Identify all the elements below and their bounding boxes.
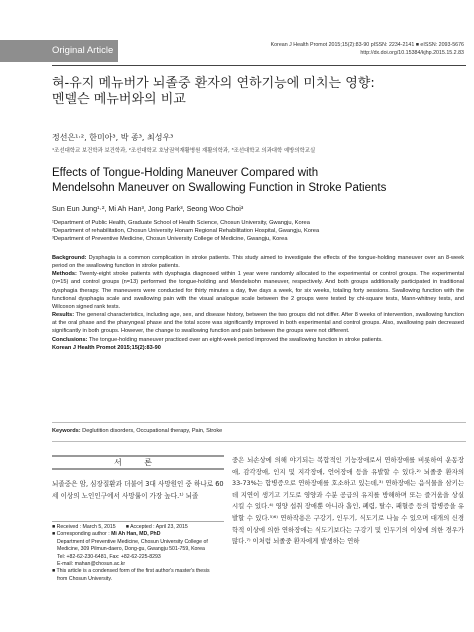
results-label: Results: <box>52 312 75 319</box>
abstract-methods <box>52 270 464 311</box>
keywords-text: Deglutition disorders, Occupational therapy, Pain, Stroke <box>80 428 223 434</box>
corresponding-phone: Tel: +82-62-230-6481, Fax: +82-62-225-8293 <box>57 553 161 560</box>
abstract-results <box>52 311 464 335</box>
thesis-note-2: from Chosun University. <box>57 575 112 582</box>
affiliation-2: ²Department of rehabilitation, Chosun University Honam Regional Rehabilitation Hospital, Gwangju, Korea <box>52 228 320 235</box>
conclusions-text: The tongue-holding maneuver practiced over an eight-week period improved the swallowing function in stroke patients. <box>87 336 383 343</box>
keywords-bottom-divider <box>52 441 466 442</box>
results-text: The general characteristics, including age, sex, and disease history, between the two groups did not differ. After 8 weeks of intervention, swallowing function at the oral phase and the pharyngeal phase and the total score was significantly improved in both experimental and control groups. Also, swallowing pain decreased significantly in both groups. However, the change to swallowing function and pain between the groups were not different. <box>52 312 464 335</box>
header-divider <box>52 65 466 66</box>
corresponding-email[interactable]: E-mail: mahan@chosun.ac.kr <box>57 561 126 568</box>
background-label: Background: <box>52 255 87 261</box>
received-date: ■ Received : March 5, 2015 <box>52 524 116 530</box>
abstract-background <box>52 254 464 270</box>
journal-citation-line: Korean J Health Promot 2015;15(2):83-90 pISSN: 2234-2141 ■ eISSN: 2093-5676 <box>270 42 464 48</box>
dates-row <box>52 524 224 531</box>
accepted-date: ■ Accepted : April 23, 2015 <box>125 524 188 530</box>
thesis-note-1: ■ This article is a condensed form of the first author's master's thesis <box>52 568 210 575</box>
korean-title <box>52 76 442 108</box>
corresponding-author <box>52 531 224 538</box>
korean-title-line-2: 멘델슨 메뉴버와의 비교 <box>52 92 186 107</box>
corresponding-name: Mi Ah Han, MD, PhD <box>111 531 161 538</box>
methods-label: Methods: <box>52 271 77 278</box>
affiliation-3: ³Department of Preventive Medicine, Chosun University College of Medicine, Gwangju, Korea <box>52 236 288 243</box>
abstract <box>52 254 464 352</box>
english-authors: Sun Eun Jung¹·², Mi Ah Han³, Jong Park³, Seong Woo Choi³ <box>52 204 244 213</box>
korean-title-line-1: 혀-유지 메뉴버가 뇌졸중 환자의 연하기능에 미치는 영향: <box>52 76 375 91</box>
article-type-tag: Original Article <box>0 40 118 62</box>
background-text: Dysphagia is a common complication in stroke patients. This study aimed to investigate the effects of the tongue-holding maneuver over an 8-week period on the swallowing function in stroke patients. <box>52 255 464 270</box>
methods-text: Twenty-eight stroke patients with dysphagia diagnosed within 1 year were randomly allocated to the experimental or control groups. The experimental (n=15) and control groups (n=13) performed the tongue-holding and Mendelsohn maneuver, respectively. And both groups additionally participated in traditional dysphagia therapy. The maneuvers were conducted for thirty minutes a day, five days a week, for six weeks, totaling forty sessions. Swallowing function with the functional dysphagia scale and swallowing pain with the visual analogue scale between the 2 groups were tested by chi-square tests, Mann-whitney tests, and Wilcoxon signed rank tests. <box>52 271 464 310</box>
korean-authors: 정선은¹·², 한미아³, 박 종³, 최성우³ <box>52 133 174 142</box>
english-title-line-1: Effects of Tongue-Holding Maneuver Compared with <box>52 167 319 179</box>
corresponding-dept: Department of Preventive Medicine, Chosun University College of <box>57 538 208 545</box>
keywords-top-divider <box>52 422 466 423</box>
keywords <box>52 428 464 434</box>
english-title <box>52 166 462 195</box>
abstract-citation <box>52 344 464 352</box>
affiliation-1: ¹Department of Public Health, Graduate School of Health Science, Chosun University, Gwangju, Korea <box>52 220 310 226</box>
corresponding-address: Medicine, 309 Pilmun-daero, Dong-gu, Gwangju 501-759, Korea <box>57 546 205 553</box>
citation-text: Korean J Health Promot 2015;15(2):83-90 <box>52 344 161 351</box>
english-title-line-2: Mendelsohn Maneuver on Swallowing Function in Stroke Patients <box>52 181 387 194</box>
article-notes <box>52 521 224 583</box>
introduction-right-column: 중은 뇌손상에 의해 야기되는 복합적인 기능장애로서 연하장애를 비롯하여 운동장애, 감각장애, 인지 및 지각장애, 언어장애 등을 유발할 수 있다.²⁾ 뇌졸중 환자의 33-73%는 합병증으로 연하장애를 호소하고 있는데,³⁾ 연하장애는 음식물을 삼키는 데 지연이 생기고 기도로 영양과 수분 공급의 유지를 방해하며 또는 즐거움을 상실시킬 수 있다.⁴⁾ 영양 섭취 장애뿐 아니라 흡인, 폐렴, 탈수, 패혈증 등의 합병증을 유발할 수 있다.⁵⁾⁶⁾ 연하작용은 구강기, 인두기, 식도기로 나눌 수 있으며 대개의 신경학적 이상에 의한 연하장애는 식도기보다는 구강기 및 인두기의 이상에 의한 경우가 많다.⁷⁾ 이처럼 뇌졸중 환자에게 발생하는 연하 <box>232 456 464 546</box>
abstract-conclusions <box>52 336 464 344</box>
corresponding-label: ■ Corresponding author : <box>52 531 112 538</box>
english-affiliations <box>52 219 462 244</box>
conclusions-label: Conclusions: <box>52 336 88 343</box>
keywords-label: Keywords: <box>52 428 81 434</box>
korean-affiliations: ¹조선대학교 보건학과 보건학과, ²조선대학교 호남권역재활병원 재활의학과, ³조선대학교 의과대학 예방의학교실 <box>52 148 316 154</box>
introduction-left-column: 뇌졸중은 암, 심장질환과 더불어 3대 사망원인 중 하나로 60세 이상의 노인인구에서 사망률이 가장 높다.¹⁾ 뇌졸 <box>52 480 224 500</box>
introduction-heading: 서 론 <box>52 455 224 470</box>
journal-header <box>219 41 464 57</box>
doi-link[interactable]: http://dx.doi.org/10.15384/kjhp.2015.15.2.83 <box>360 50 464 56</box>
